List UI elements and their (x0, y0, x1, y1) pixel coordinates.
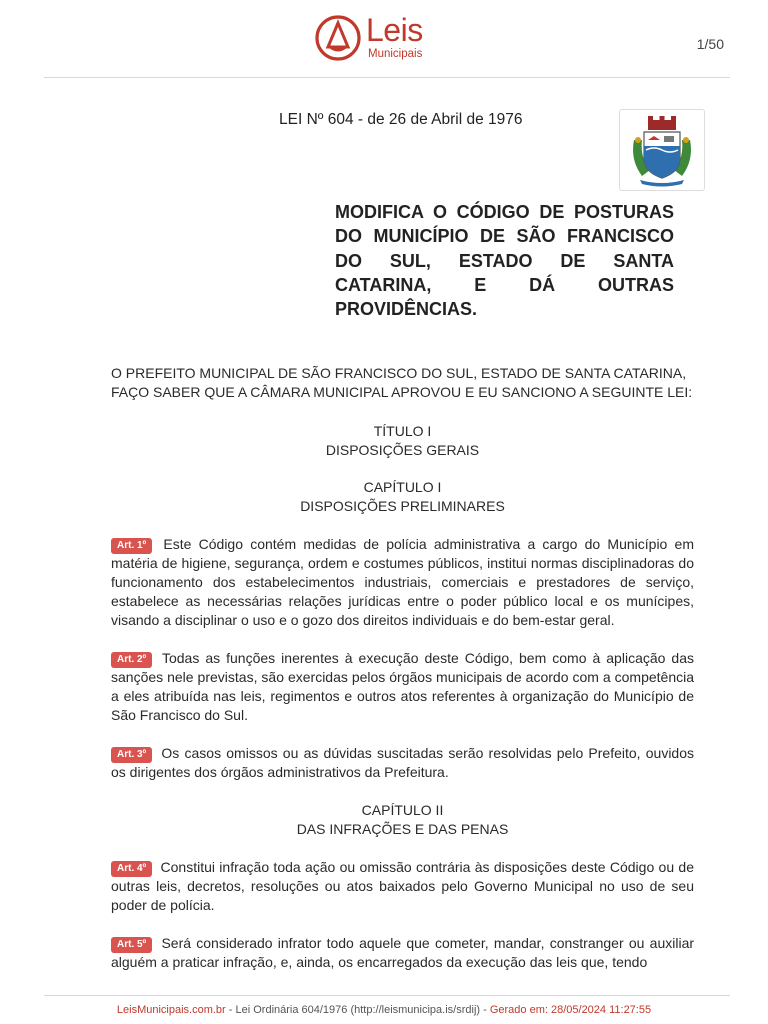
brand-name: Leis (366, 12, 423, 48)
article-2-badge[interactable]: Art. 2º (111, 652, 152, 668)
title-name: DISPOSIÇÕES GERAIS (325, 442, 480, 458)
article-3-text: Os casos omissos ou as dúvidas suscitadas serão resolvidas pelo Prefeito, ouvidos os dirigentes dos órgãos administrativos da Prefeitura. (111, 745, 695, 780)
chapter-1-name: DISPOSIÇÕES PRELIMINARES (300, 498, 505, 514)
header-divider (44, 77, 730, 78)
chapter-1-heading: CAPÍTULO I (363, 479, 442, 495)
title-heading: TÍTULO I (373, 423, 432, 439)
article-1-badge[interactable]: Art. 1º (111, 538, 152, 554)
law-body (111, 364, 694, 991)
footer-generated-date: Gerado em: 28/05/2024 11:27:55 (489, 1004, 652, 1016)
article-5 (111, 934, 694, 972)
brand-subtitle: Municipais (368, 48, 423, 60)
coat-of-arms-icon (620, 110, 704, 190)
municipal-crest (619, 109, 705, 191)
scales-logo-icon (314, 14, 362, 62)
page-footer (0, 1004, 768, 1016)
article-1-text: Este Código contém medidas de polícia administrativa a cargo do Município em matéria de higiene, segurança, ordem e costumes públicos, institui normas disciplinadoras do funcionamento dos estabelecimentos industriais, comerciais e prestadores de serviço, estabelece as necessárias relações jurídicas entre o poder público local e os munícipes, visando a disciplinar o uso e o gozo dos direitos individuais e do bem-estar geral. (111, 536, 694, 628)
article-4 (111, 858, 694, 915)
article-4-text: Constitui infração toda ação ou omissão contrária às disposições deste Código ou de outras leis, decretos, resoluções ou atos baixados pelo Governo Municipal no uso de seu poder de polícia. (111, 859, 694, 913)
law-title: LEI Nº 604 - de 26 de Abril de 1976 (279, 111, 523, 128)
article-5-badge[interactable]: Art. 5º (111, 937, 152, 953)
article-2 (111, 649, 694, 725)
article-3-badge[interactable]: Art. 3º (111, 747, 152, 763)
article-4-badge[interactable]: Art. 4º (111, 861, 152, 877)
footer-divider (44, 995, 730, 996)
page-number: 1/50 (696, 36, 724, 52)
leis-municipais-logo[interactable] (314, 14, 438, 62)
footer-site-link[interactable]: LeisMunicipais.com.br (116, 1004, 226, 1016)
article-3 (111, 744, 694, 782)
chapter-2-name: DAS INFRAÇÕES E DAS PENAS (296, 821, 509, 837)
law-summary: MODIFICA O CÓDIGO DE POSTURAS DO MUNICÍPIO DE SÃO FRANCISCO DO SUL, ESTADO DE SANTA CATARINA, E DÁ OUTRAS PROVIDÊNCIAS. (335, 202, 674, 320)
chapter-2-heading: CAPÍTULO II (361, 802, 444, 818)
article-5-text: Será considerado infrator todo aquele que cometer, mandar, constranger ou auxiliar alguém a praticar infração, e, ainda, os encarregados da execução das leis que, tendo (111, 935, 695, 970)
article-1 (111, 535, 694, 630)
footer-law-reference: - Lei Ordinária 604/1976 (http://leismunicipa.is/srdij) - (225, 1004, 490, 1016)
article-2-text: Todas as funções inerentes à execução deste Código, bem como à aplicação das sanções nele previstas, são exercidas pelos órgãos municipais de acordo com a competência a eles atribuída nas leis, regimentos e outros atos referentes à organização do Município de São Francisco do Sul. (111, 650, 695, 723)
preamble: O PREFEITO MUNICIPAL DE SÃO FRANCISCO DO SUL, ESTADO DE SANTA CATARINA, FAÇO SABER QUE A CÂMARA MUNICIPAL APROVOU E EU SANCIONO A SEGUINTE LEI: (111, 365, 693, 400)
